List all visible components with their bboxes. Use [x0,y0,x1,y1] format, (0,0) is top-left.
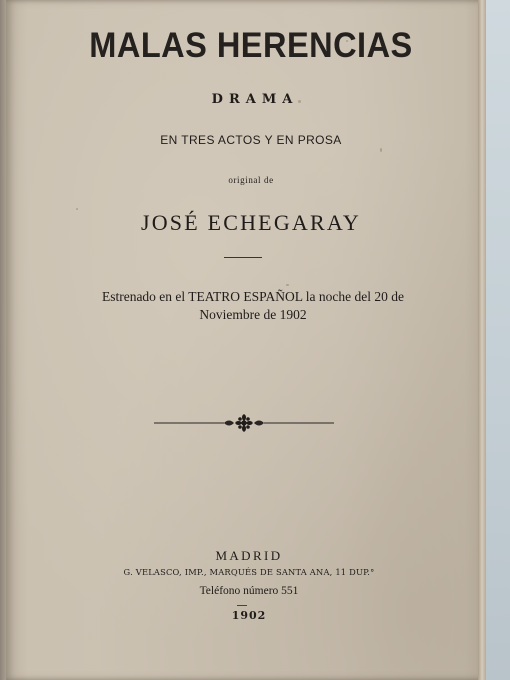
imprint-printer: G. VELASCO, IMP., MARQUÉS DE SANTA ANA, 11 DUP.° [123,567,375,577]
original-de-label: original de [228,175,274,185]
paper-speck [380,148,382,152]
genre-label: DRAMA [211,92,299,107]
imprint-city: MADRID [215,548,283,563]
ornament-leaf-right [254,421,264,426]
premiere-line-2: Noviembre de 1902 [199,307,307,322]
title-page [6,0,484,680]
imprint-phone: Teléfono número 551 [199,585,299,597]
play-title: MALAS HERENCIAS [89,26,413,65]
author-name: JOSÉ ECHEGARAY [140,210,362,235]
premiere-line-1: Estrenado en el TEATRO ESPAÑOL la noche del 20 de [101,289,405,304]
paper-speck [286,284,289,286]
ornament-divider [152,412,336,434]
imprint-dash [237,605,247,606]
short-rule [224,257,262,258]
premiere-note [14,288,492,324]
acts-subtitle: EN TRES ACTOS Y EN PROSA [160,133,342,147]
imprint-year: 1902 [231,609,267,622]
ornament-leaf-left [224,421,234,426]
ornament-flower-icon [235,414,252,431]
page-edge [478,0,486,680]
